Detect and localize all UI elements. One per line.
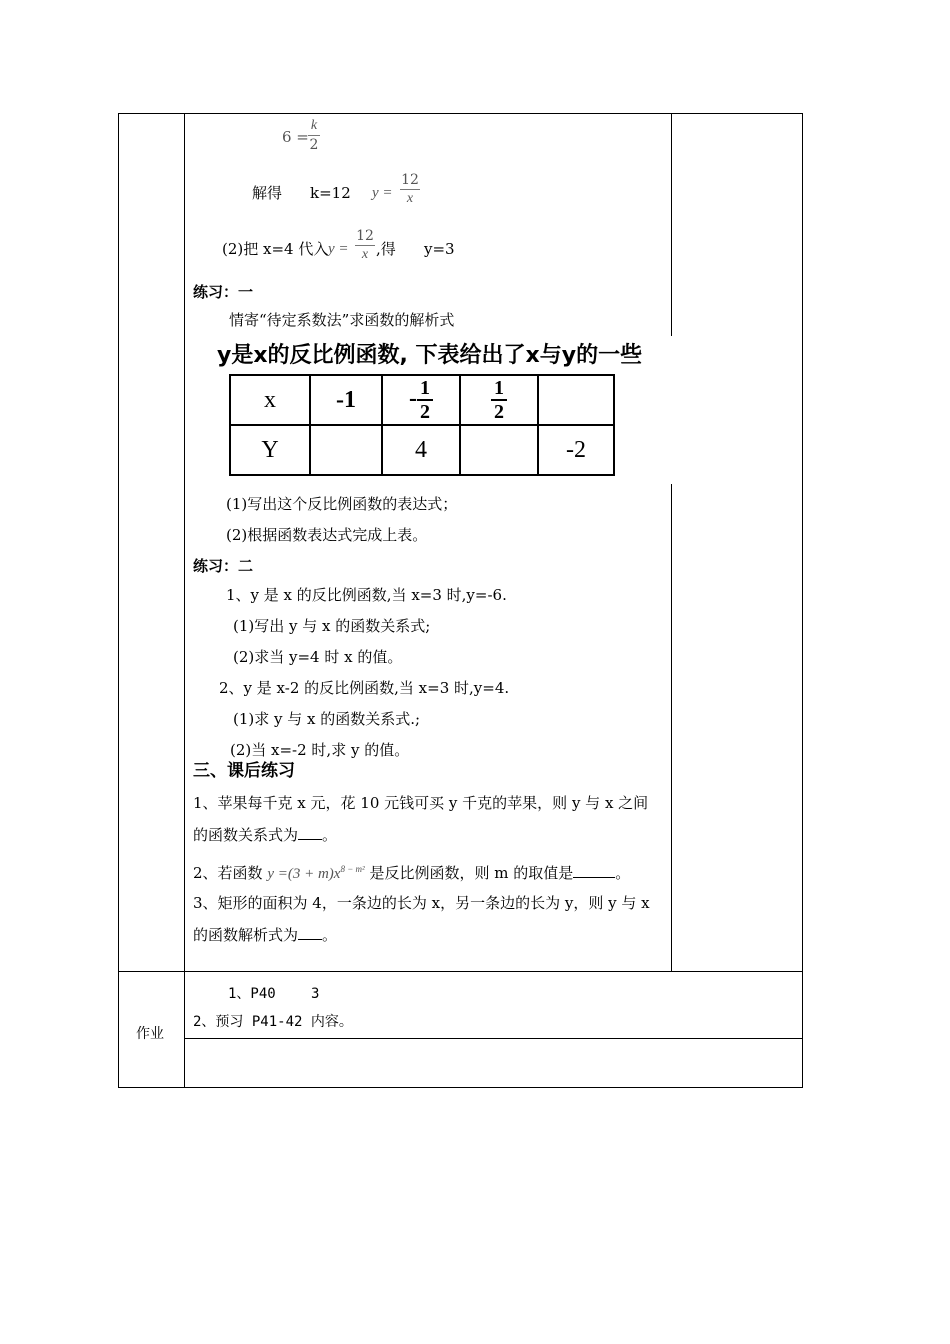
col-divider-1 [184,113,185,1088]
xy-table-x2-sign: - [409,385,417,412]
solve-y: y = [372,185,393,201]
after-q3-blank [298,925,322,940]
after-q2-blank [573,863,615,878]
sub-result: y=3 [424,240,455,258]
homework-label: 作业 [136,1026,164,1042]
after-q3b-text: 的函数解析式为 [193,926,299,944]
xy-table-y3 [460,425,538,475]
after-q2-formula: y =(3 + m)x [267,866,341,882]
eq1-den: 2 [309,137,319,153]
after-q2-end: 。 [615,864,631,882]
after-q3b [193,925,337,944]
after-q1-blank [298,825,322,840]
row-divider-homework [118,971,803,972]
table-border-right [802,113,803,1088]
xy-table-y2: 4 [382,425,460,475]
xy-table-y4: -2 [538,425,614,475]
homework-line1a: 1、P40 [228,986,276,1002]
after-q2-exponent: 8 − m² [340,864,365,874]
sub-num: 12 [356,228,374,244]
after-q1-end: 。 [322,826,338,844]
col-divider-2 [671,113,672,972]
sub-den: x [361,247,369,262]
ex2-p2b: (2)当 x=-2 时,求 y 的值。 [230,741,410,759]
sub-pre: (2)把 x=4 代入 [222,240,329,258]
table-border-top [118,113,803,114]
homework-line1b: 3 [311,986,320,1002]
ex2-p2a: (1)求 y 与 x 的函数关系式.; [233,710,421,728]
after-q2-post: 是反比例函数，则 m 的取值是 [369,864,574,882]
after-q2 [193,860,630,883]
xy-table-y1 [310,425,382,475]
xy-table-x2 [382,375,460,425]
xy-table-x2-fraction: $\frac{1}{2}$ [417,378,433,422]
homework-line2: 2、预习 P41-42 内容。 [193,1014,353,1030]
ex2-p2: 2、y 是 x-2 的反比例函数,当 x=3 时,y=4. [219,679,510,697]
solve-k: k=12 [310,184,351,202]
solve-fraction [400,172,420,207]
after-q3-end: 。 [322,926,338,944]
eq1-fraction [308,118,320,153]
table-border-left [118,113,119,1088]
solve-den: x [406,191,414,206]
xy-table-x1: -1 [310,375,382,425]
ex2-p1a: (1)写出 y 与 x 的函数关系式; [233,617,431,635]
xy-table-y-header: Y [230,425,310,475]
after-title: 三、课后练习 [193,761,295,781]
problem-image [213,336,672,484]
problem-image-title: y是x的反比例函数, 下表给出了x与y的一些 [217,343,643,368]
ex1-intro: 情寄“待定系数法”求函数的解析式 [229,311,455,329]
xy-table-x4 [538,375,614,425]
solve-label: 解得 [252,184,283,202]
after-q2-pre: 2、若函数 [193,864,263,882]
ex2-title: 练习：二 [193,557,254,575]
ex1-title: 练习：一 [193,283,254,301]
eq1-num: k [310,118,318,133]
sub-y: y = [328,241,349,257]
xy-table-x3-fraction: $\frac{1}{2}$ [491,378,507,422]
xy-table-x3 [460,375,538,425]
sub-mid: ,得 [376,240,396,258]
after-q1b [193,825,337,844]
row-divider-homework-inner [184,1038,803,1039]
table-border-bottom [118,1087,803,1088]
eq1-lhs: 6 = [282,128,309,146]
sub-fraction [355,228,375,263]
after-q1a: 1、苹果每千克 x 元，花 10 元钱可买 y 千克的苹果，则 y 与 x 之间 [193,794,649,812]
after-q1b-text: 的函数关系式为 [193,826,299,844]
solve-num: 12 [401,172,419,188]
xy-table-x-header: x [230,375,310,425]
after-q3a: 3、矩形的面积为 4，一条边的长为 x，另一条边的长为 y，则 y 与 x [193,894,650,912]
ex1-q2: (2)根据函数表达式完成上表。 [226,526,428,544]
ex1-q1: (1)写出这个反比例函数的表达式； [226,495,458,513]
ex2-p1b: (2)求当 y=4 时 x 的值。 [233,648,403,666]
ex2-p1: 1、y 是 x 的反比例函数,当 x=3 时,y=-6. [226,586,507,604]
xy-table [229,374,615,476]
